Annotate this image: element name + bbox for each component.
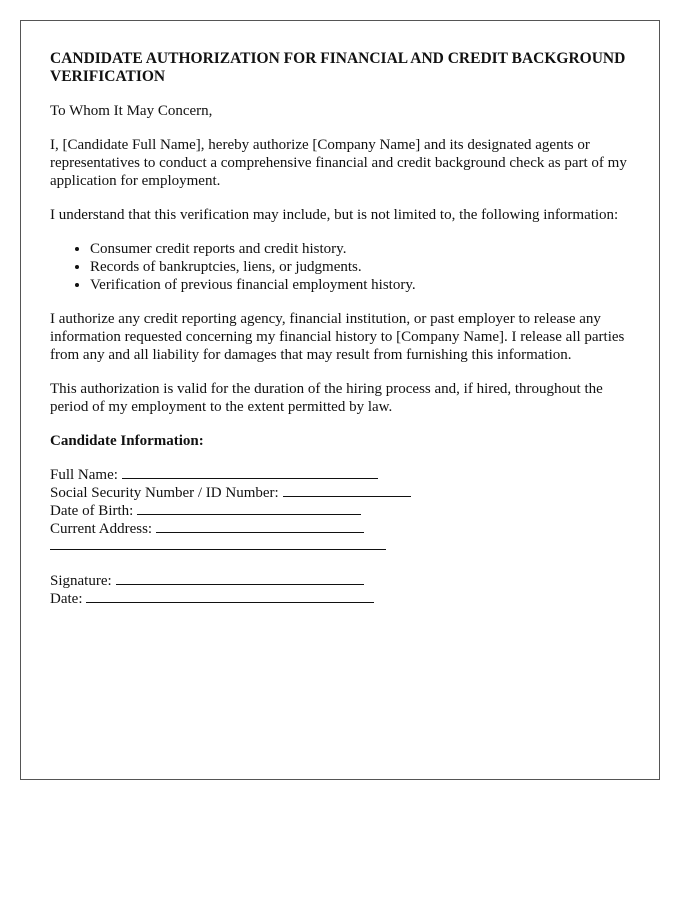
scope-paragraph: I understand that this verification may include, but is not limited to, the following information: bbox=[50, 207, 619, 223]
list-item: • Verification of previous financial employment history. bbox=[90, 276, 634, 294]
full-name-blank[interactable] bbox=[122, 466, 378, 479]
document-title: CANDIDATE AUTHORIZATION FOR FINANCIAL AND CREDIT BACKGROUND VERIFICATION bbox=[50, 50, 626, 85]
spacer bbox=[50, 556, 634, 572]
validity-paragraph: This authorization is valid for the duration of the hiring process and, if hired, throughout the period of my employment to the extent permitted by law. bbox=[50, 381, 603, 415]
address-label: Current Address: bbox=[50, 521, 153, 537]
signature-field[interactable] bbox=[50, 572, 634, 590]
authorization-paragraph: I, [Candidate Full Name], hereby authorize [Company Name] and its designated agents or representatives to conduct a comprehensive financial and credit background check as part of my application for employment. bbox=[50, 137, 627, 189]
list-item: • Records of bankruptcies, liens, or judgments. bbox=[90, 258, 634, 276]
address-blank[interactable] bbox=[156, 520, 364, 533]
date-label: Date: bbox=[50, 591, 83, 607]
ssn-blank[interactable] bbox=[283, 484, 411, 497]
ssn-field[interactable] bbox=[50, 484, 634, 502]
full-name-field[interactable] bbox=[50, 466, 634, 484]
document-page bbox=[20, 20, 660, 780]
full-name-label: Full Name: bbox=[50, 467, 118, 483]
dob-label: Date of Birth: bbox=[50, 503, 134, 519]
release-paragraph: I authorize any credit reporting agency, financial institution, or past employer to release any information requested concerning my financial history to [Company Name]. I release all parties from any and all liability for damages that may result from furnishing this information. bbox=[50, 311, 625, 363]
verification-list bbox=[50, 240, 634, 294]
salutation: To Whom It May Concern, bbox=[50, 103, 213, 119]
signature-label: Signature: bbox=[50, 573, 112, 589]
date-field[interactable] bbox=[50, 590, 634, 608]
document-content bbox=[50, 50, 634, 608]
list-item: • Consumer credit reports and credit history. bbox=[90, 240, 634, 258]
candidate-info-fields bbox=[50, 466, 634, 608]
candidate-info-heading: Candidate Information: bbox=[50, 433, 204, 449]
dob-field[interactable] bbox=[50, 502, 634, 520]
address-field[interactable] bbox=[50, 520, 634, 538]
date-blank[interactable] bbox=[86, 590, 374, 603]
address-second-line-blank[interactable] bbox=[50, 538, 386, 550]
signature-blank[interactable] bbox=[116, 572, 364, 585]
ssn-label: Social Security Number / ID Number: bbox=[50, 485, 279, 501]
dob-blank[interactable] bbox=[137, 502, 361, 515]
